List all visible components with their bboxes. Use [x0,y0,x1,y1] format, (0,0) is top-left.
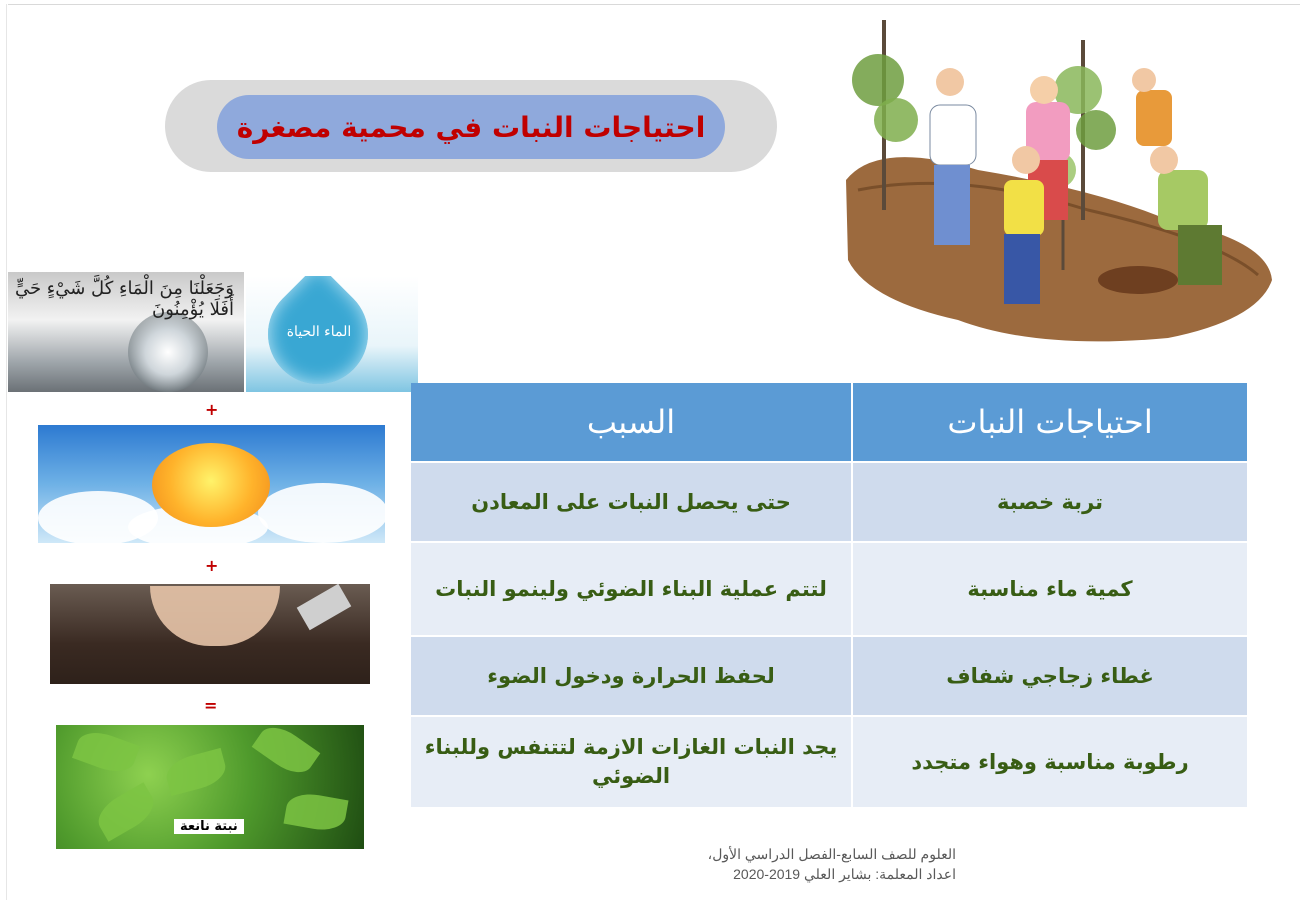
plus-sign-2: + [205,556,219,575]
plus-sign-1: + [205,400,219,419]
sun-icon [152,443,270,527]
hands-icon [150,586,280,646]
need-cell: كمية ماء مناسبة [851,543,1247,635]
need-cell: غطاء زجاجي شفاف [851,637,1247,715]
sun-image [38,425,385,543]
page-title: احتياجات النبات في محمية مصغرة [217,95,725,159]
top-border [8,4,1300,5]
reason-cell: لحفظ الحرارة ودخول الضوء [411,637,851,715]
header-needs: احتياجات النبات [851,383,1247,461]
table-row [411,637,1247,717]
need-cell: تربة خصبة [851,463,1247,541]
equals-sign: = [204,696,218,715]
water-splash [128,312,208,392]
table-row [411,543,1247,637]
reason-cell: يجد النبات الغازات الازمة لتتنفس وللبناء الضوئي [411,717,851,807]
quran-verse-image [8,272,244,392]
soil-in-hands-image [50,584,370,684]
credit-line-2: اعداد المعلمة: بشاير العلي 2019-2020 [733,866,956,882]
need-cell: رطوبة مناسبة وهواء متجدد [851,717,1247,807]
table-row [411,717,1247,809]
reason-cell: لتتم عملية البناء الضوئي ولينمو النبات [411,543,851,635]
children-planting-trees-image [838,20,1274,350]
water-drop-text: الماء الحياة [286,324,352,340]
credit-line-1: العلوم للصف السابع-الفصل الدراسي الأول، [707,846,956,862]
header-reason: السبب [411,383,851,461]
table-row [411,463,1247,543]
mint-label: نبتة نانعة [174,819,244,834]
footer-credit [620,844,956,884]
reason-cell: حتى يحصل النبات على المعادن [411,463,851,541]
quran-verse-text: وَجَعَلْنَا مِنَ الْمَاءِ كُلَّ شَيْءٍ حَيٍّ أَفَلَا يُؤْمِنُونَ [14,278,234,320]
plant-needs-table [411,383,1247,803]
water-drop-image [246,276,418,392]
mint-plant-image [56,725,364,849]
left-border [6,4,7,900]
table-header [411,383,1247,463]
